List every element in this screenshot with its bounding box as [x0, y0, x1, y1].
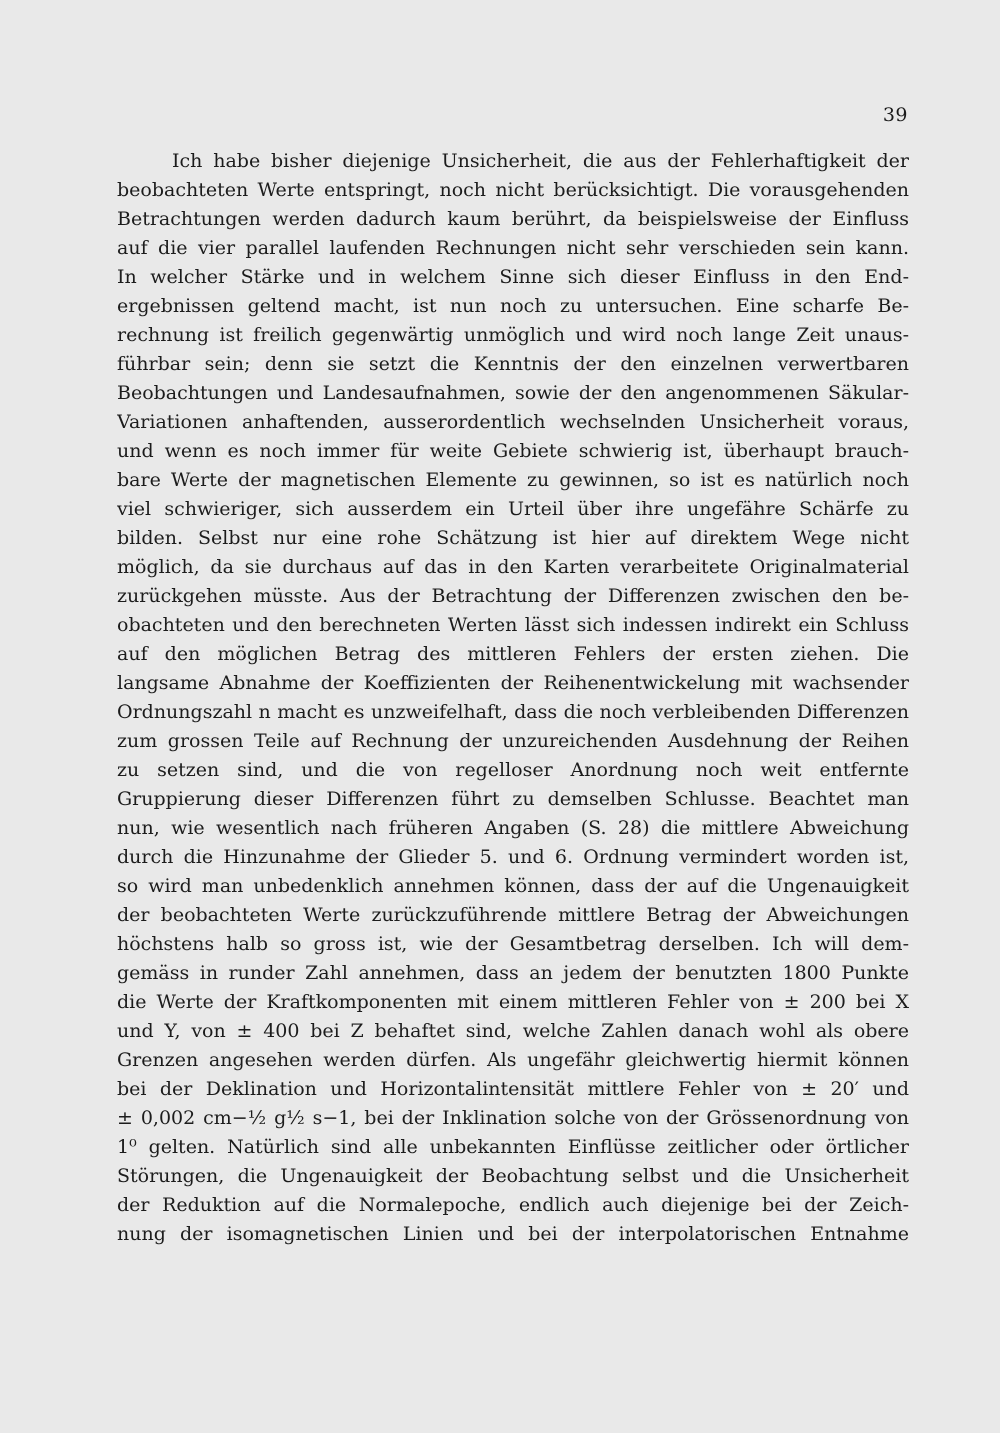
- text-line: durch die Hinzunahme der Glieder 5. und 6. Ordnung vermindert worden ist,: [117, 846, 909, 868]
- text-line: bei der Deklination und Horizontalintensität mittlere Fehler von ± 20′ und: [117, 1078, 909, 1100]
- text-line: so wird man unbedenklich annehmen können, dass der auf die Ungenauigkeit: [117, 875, 909, 897]
- text-line: der Reduktion auf die Normalepoche, endlich auch diejenige bei der Zeich-: [117, 1194, 909, 1216]
- text-line: der beobachteten Werte zurückzuführende mittlere Betrag der Abweichungen: [117, 904, 909, 926]
- text-line: obachteten und den berechneten Werten lässt sich indessen indirekt ein Schluss: [117, 614, 909, 636]
- text-line: langsame Abnahme der Koeffizienten der Reihenentwickelung mit wachsender: [117, 672, 909, 694]
- text-line: Beobachtungen und Landesaufnahmen, sowie der den angenommenen Säkular-: [117, 382, 909, 404]
- text-line: gemäss in runder Zahl annehmen, dass an jedem der benutzten 1800 Punkte: [117, 962, 909, 984]
- text-line: zurückgehen müsste. Aus der Betrachtung der Differenzen zwischen den be-: [117, 585, 909, 607]
- text-line: und Y, von ± 400 bei Z behaftet sind, welche Zahlen danach wohl als obere: [117, 1020, 909, 1042]
- text-line: bilden. Selbst nur eine rohe Schätzung ist hier auf direktem Wege nicht: [117, 527, 909, 549]
- text-line: Betrachtungen werden dadurch kaum berührt, da beispielsweise der Einfluss: [117, 208, 909, 230]
- body-paragraph: [117, 147, 909, 1249]
- text-line: bare Werte der magnetischen Elemente zu gewinnen, so ist es natürlich noch: [117, 469, 909, 491]
- text-line: zu setzen sind, und die von regelloser Anordnung noch weit entfernte: [117, 759, 909, 781]
- text-line: 1⁰ gelten. Natürlich sind alle unbekannten Einflüsse zeitlicher oder örtlicher: [117, 1136, 909, 1158]
- text-line: beobachteten Werte entspringt, noch nicht berücksichtigt. Die vorausgehenden: [117, 179, 909, 201]
- text-line: führbar sein; denn sie setzt die Kenntnis der den einzelnen verwertbaren: [117, 353, 909, 375]
- text-line: rechnung ist freilich gegenwärtig unmöglich und wird noch lange Zeit unaus-: [117, 324, 909, 346]
- text-line: viel schwieriger, sich ausserdem ein Urteil über ihre ungefähre Schärfe zu: [117, 498, 909, 520]
- text-line: ± 0,002 cm−½ g½ s−1, bei der Inklination solche von der Grössenordnung von: [117, 1107, 909, 1129]
- text-line: nung der isomagnetischen Linien und bei der interpolatorischen Entnahme: [117, 1223, 909, 1245]
- text-line: In welcher Stärke und in welchem Sinne sich dieser Einfluss in den End-: [117, 266, 909, 288]
- text-line: möglich, da sie durchaus auf das in den Karten verarbeitete Originalmaterial: [117, 556, 909, 578]
- text-line: ergebnissen geltend macht, ist nun noch zu untersuchen. Eine scharfe Be-: [117, 295, 909, 317]
- text-line: und wenn es noch immer für weite Gebiete schwierig ist, überhaupt brauch-: [117, 440, 909, 462]
- text-line: Ordnungszahl n macht es unzweifelhaft, dass die noch verbleibenden Differenzen: [117, 701, 909, 723]
- text-line: Ich habe bisher diejenige Unsicherheit, die aus der Fehlerhaftigkeit der: [172, 150, 909, 172]
- page-number: 39: [882, 104, 908, 126]
- text-line: die Werte der Kraftkomponenten mit einem mittleren Fehler von ± 200 bei X: [117, 991, 909, 1013]
- text-line: auf den möglichen Betrag des mittleren Fehlers der ersten ziehen. Die: [117, 643, 909, 665]
- text-line: nun, wie wesentlich nach früheren Angaben (S. 28) die mittlere Abweichung: [117, 817, 909, 839]
- text-line: höchstens halb so gross ist, wie der Gesamtbetrag derselben. Ich will dem-: [117, 933, 909, 955]
- text-line: Variationen anhaftenden, ausserordentlich wechselnden Unsicherheit voraus,: [117, 411, 909, 433]
- text-line: Gruppierung dieser Differenzen führt zu demselben Schlusse. Beachtet man: [117, 788, 909, 810]
- text-line: Störungen, die Ungenauigkeit der Beobachtung selbst und die Unsicherheit: [117, 1165, 909, 1187]
- text-line: auf die vier parallel laufenden Rechnungen nicht sehr verschieden sein kann.: [117, 237, 909, 259]
- text-line: Grenzen angesehen werden dürfen. Als ungefähr gleichwertig hiermit können: [117, 1049, 909, 1071]
- text-line: zum grossen Teile auf Rechnung der unzureichenden Ausdehnung der Reihen: [117, 730, 909, 752]
